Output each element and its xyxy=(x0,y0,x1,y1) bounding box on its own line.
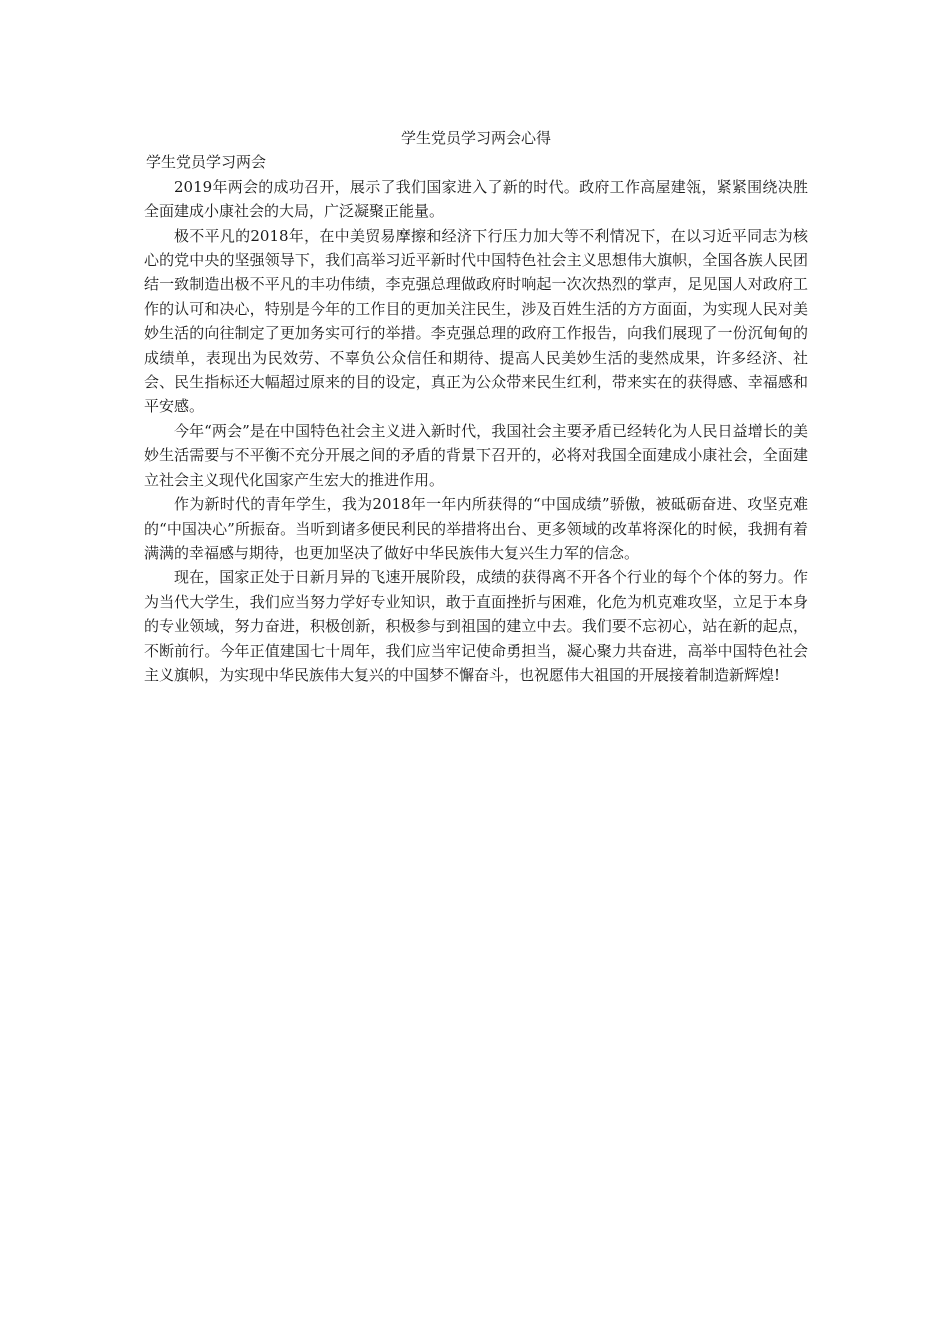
paragraph-2: 极不平凡的2018年，在中美贸易摩擦和经济下行压力加大等不利情况下，在以习近平同志为核心的党中央的坚强领导下，我们高举习近平新时代中国特色社会主义思想伟大旗帜，全国各族人民团结一致制造出极不平凡的丰功伟绩，李克强总理做政府时响起一次次热烈的掌声，足见国人对政府工作的认可和决心，特别是今年的工作目的更加关注民生，涉及百姓生活的方方面面，为实现人民对美妙生活的向往制定了更加务实可行的举措。李克强总理的政府工作报告，向我们展现了一份沉甸甸的成绩单，表现出为民效劳、不辜负公众信任和期待、提高人民美妙生活的斐然成果，许多经济、社会、民生指标还大幅超过原来的目的设定，真正为公众带来民生红利，带来实在的获得感、幸福感和平安感。 xyxy=(144,226,808,416)
document-subtitle: 学生党员学习两会 xyxy=(146,153,267,172)
paragraph-1: 2019年两会的成功召开，展示了我们国家进入了新的时代。政府工作高屋建瓴，紧紧围绕决胜全面建成小康社会的大局，广泛凝聚正能量。 xyxy=(144,177,808,221)
paragraph-4: 作为新时代的青年学生，我为2018年一年内所获得的“中国成绩”骄傲，被砥砺奋进、攻坚克难的“中国决心”所振奋。当听到诸多便民利民的举措将出台、更多领域的改革将深化的时候，我拥有着满满的幸福感与期待，也更加坚决了做好中华民族伟大复兴生力军的信念。 xyxy=(144,495,808,562)
document-title: 学生党员学习两会心得 xyxy=(400,129,551,147)
paragraph-3: 今年“两会”是在中国特色社会主义进入新时代，我国社会主要矛盾已经转化为人民日益增长的美妙生活需要与不平衡不充分开展之间的矛盾的背景下召开的，必将对我国全面建成小康社会，全面建立社会主义现代化国家产生宏大的推进作用。 xyxy=(144,421,808,489)
document-body xyxy=(144,126,808,687)
paragraph-5: 现在，国家正处于日新月异的飞速开展阶段，成绩的获得离不开各个行业的每个个体的努力。作为当代大学生，我们应当努力学好专业知识，敢于直面挫折与困难，化危为机克难攻坚，立足于本身的专业领域，努力奋进，积极创新，积极参与到祖国的建立中去。我们要不忘初心，站在新的起点，不断前行。今年正值建国七十周年，我们应当牢记使命勇担当，凝心聚力共奋进，高举中国特色社会主义旗帜，为实现中华民族伟大复兴的中国梦不懈奋斗，也祝愿伟大祖国的开展接着制造新辉煌! xyxy=(144,568,808,684)
